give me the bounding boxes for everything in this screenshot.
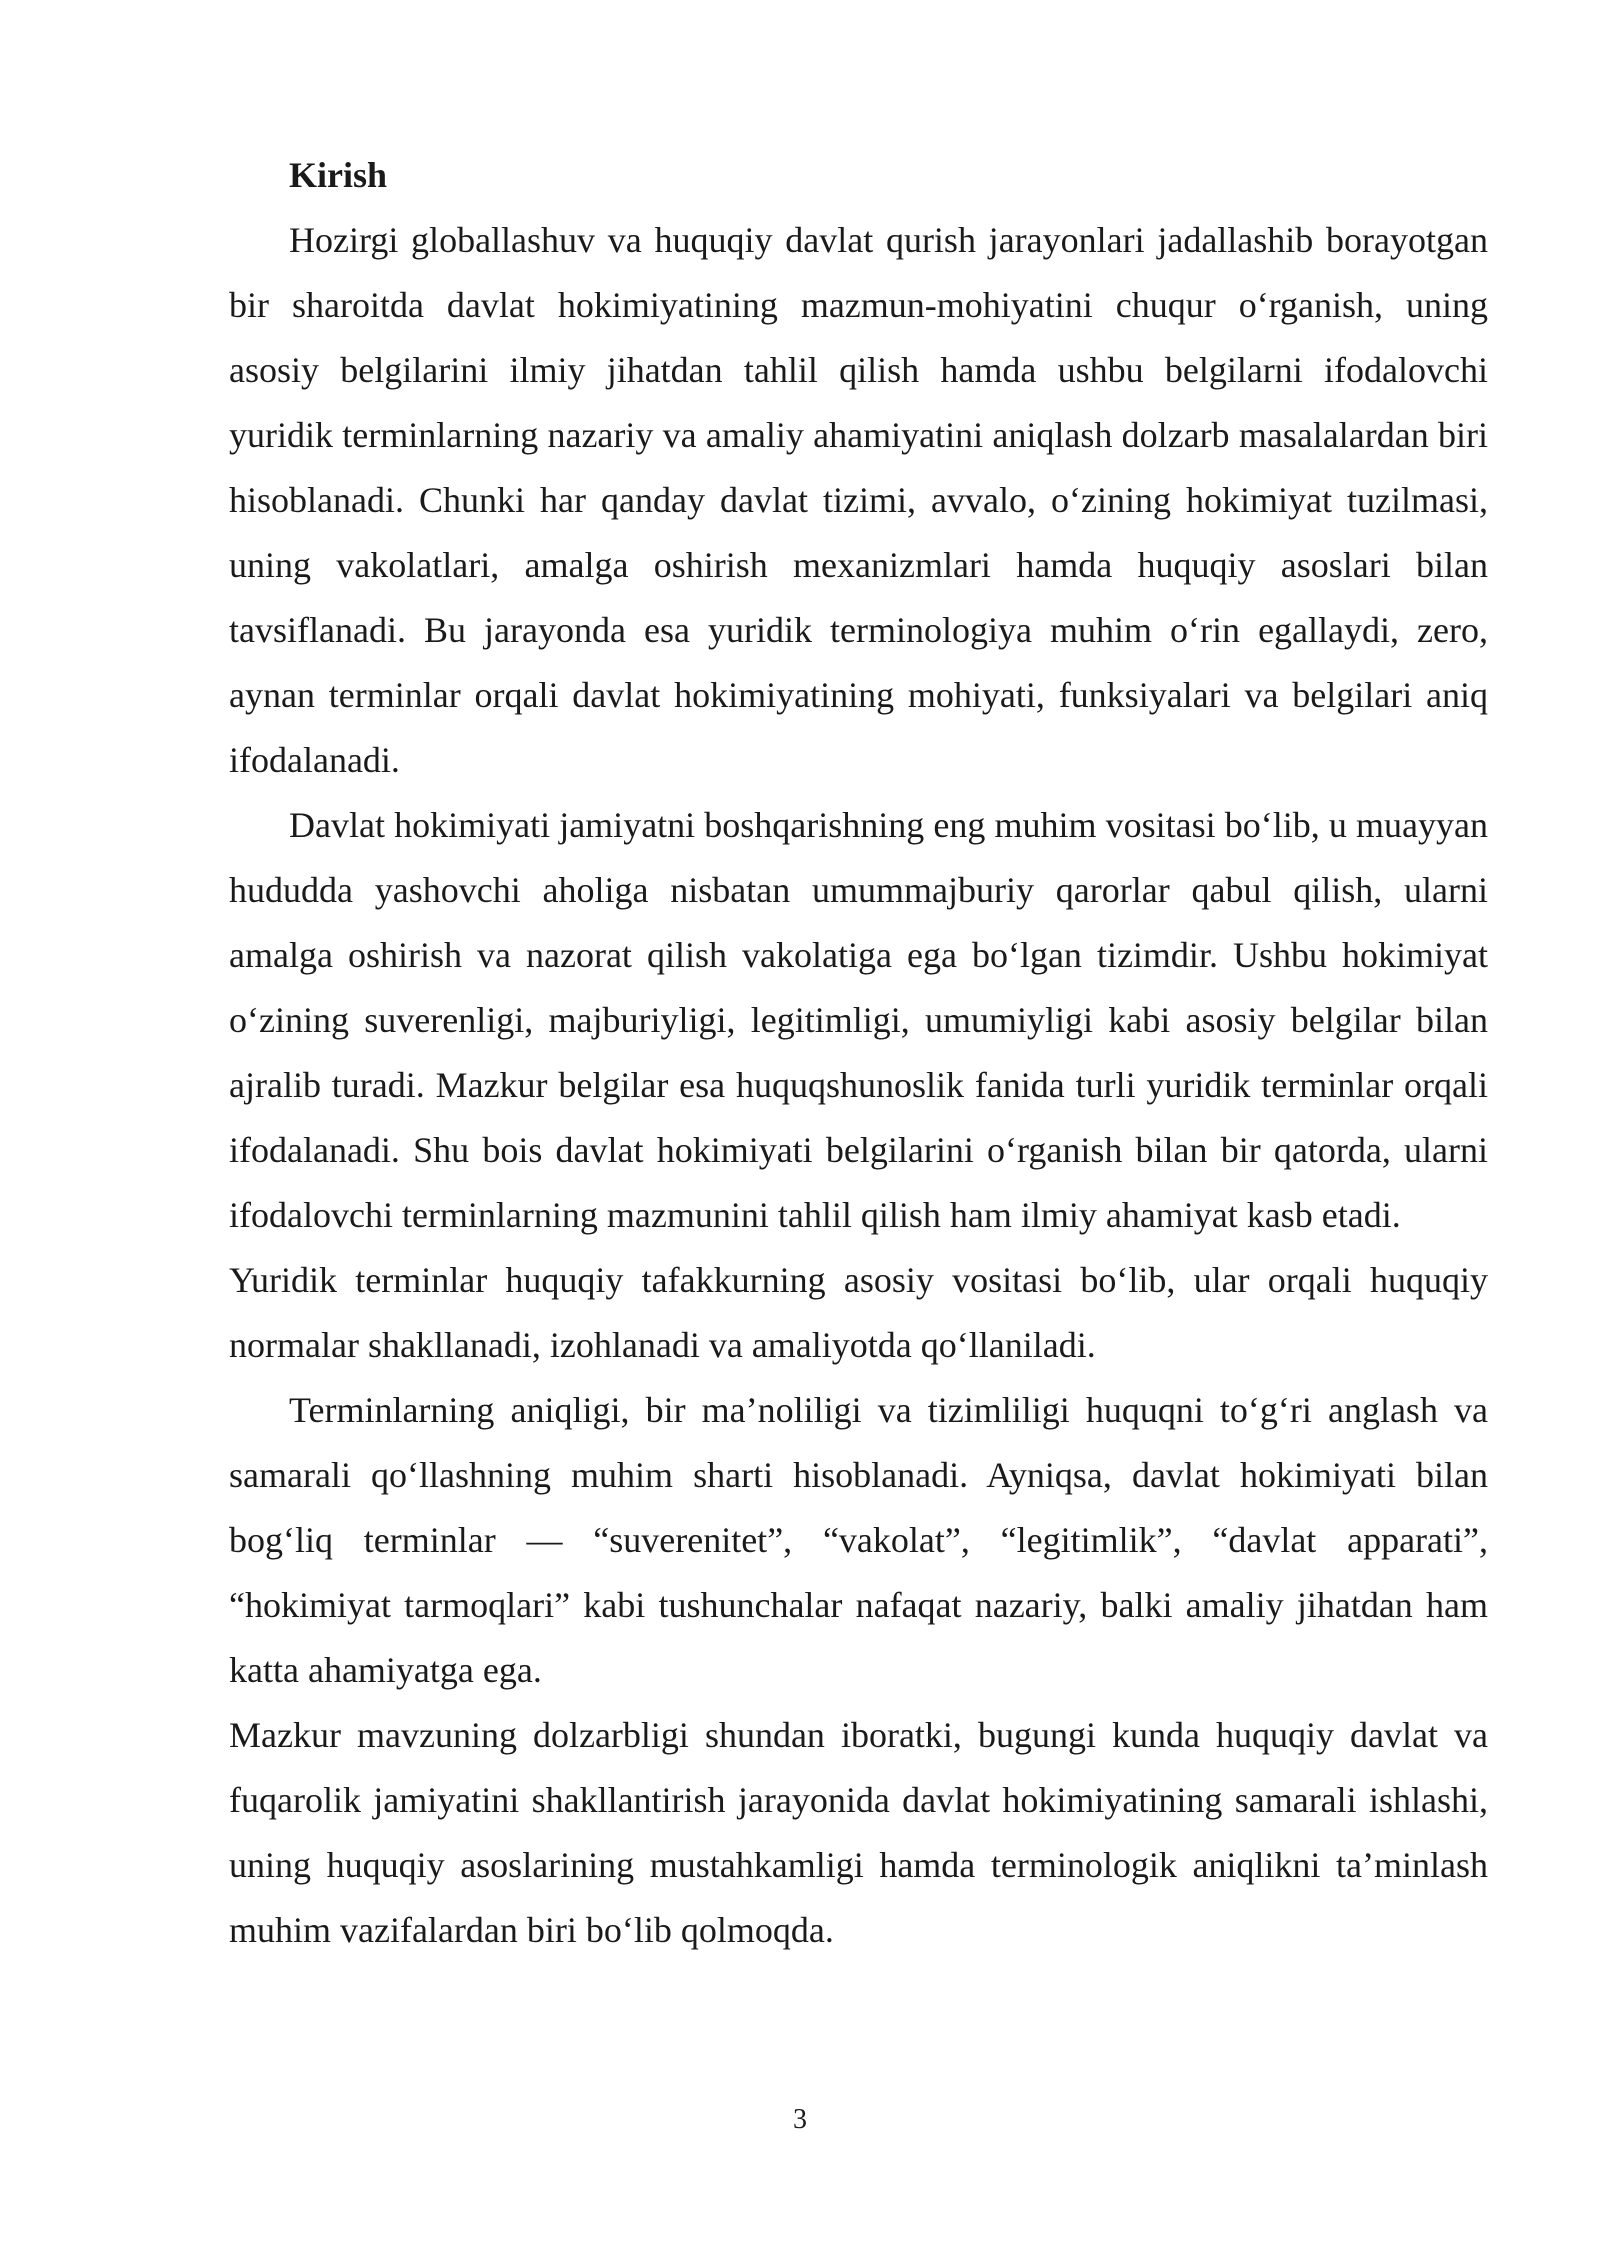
document-body [229, 143, 1488, 1963]
page-number: 3 [793, 2104, 807, 2135]
section-heading: Kirish [289, 155, 388, 195]
paragraph-5: Mazkur mavzuning dolzarbligi shundan iboratki, bugungi kunda huquqiy davlat va fuqarolik jamiyatini shakllantirish jarayonida davlat hokimiyatining samarali ishlashi, uning huquqiy asoslarining mustahkamligi hamda terminologik aniqlikni ta’minlash muhim vazifalardan biri bo‘lib qolmoqda. [229, 1715, 1488, 1950]
paragraph-3: Yuridik terminlar huquqiy tafakkurning asosiy vositasi bo‘lib, ular orqali huquqiy normalar shakllanadi, izohlanadi va amaliyotda qo‘llaniladi. [229, 1260, 1488, 1365]
paragraph-4: Terminlarning aniqligi, bir ma’noliligi va tizimliligi huquqni to‘g‘ri anglash va samarali qo‘llashning muhim sharti hisoblanadi. Ayniqsa, davlat hokimiyati bilan bog‘liq terminlar — “suverenitet”, “vakolat”, “legitimlik”, “davlat apparati”, “hokimiyat tarmoqlari” kabi tushunchalar nafaqat nazariy, balki amaliy jihatdan ham katta ahamiyatga ega. [229, 1390, 1488, 1690]
paragraph-2: Davlat hokimiyati jamiyatni boshqarishning eng muhim vositasi bo‘lib, u muayyan hududda yashovchi aholiga nisbatan umummajburiy qarorlar qabul qilish, ularni amalga oshirish va nazorat qilish vakolatiga ega bo‘lgan tizimdir. Ushbu hokimiyat o‘zining suverenligi, majburiyligi, legitimligi, umumiyligi kabi asosiy belgilar bilan ajralib turadi. Mazkur belgilar esa huquqshunoslik fanida turli yuridik terminlar orqali ifodalanadi. Shu bois davlat hokimiyati belgilarini o‘rganish bilan bir qatorda, ularni ifodalovchi terminlarning mazmunini tahlil qilish ham ilmiy ahamiyat kasb etadi. [229, 805, 1488, 1235]
paragraph-1: Hozirgi globallashuv va huquqiy davlat qurish jarayonlari jadallashib borayotgan bir sharoitda davlat hokimiyatining mazmun-mohiyatini chuqur o‘rganish, uning asosiy belgilarini ilmiy jihatdan tahlil qilish hamda ushbu belgilarni ifodalovchi yuridik terminlarning nazariy va amaliy ahamiyatini aniqlash dolzarb masalalardan biri hisoblanadi. Chunki har qanday davlat tizimi, avvalo, o‘zining hokimiyat tuzilmasi, uning vakolatlari, amalga oshirish mexanizmlari hamda huquqiy asoslari bilan tavsiflanadi. Bu jarayonda esa yuridik terminologiya muhim o‘rin egallaydi, zero, aynan terminlar orqali davlat hokimiyatining mohiyati, funksiyalari va belgilari aniq ifodalanadi. [229, 220, 1488, 780]
